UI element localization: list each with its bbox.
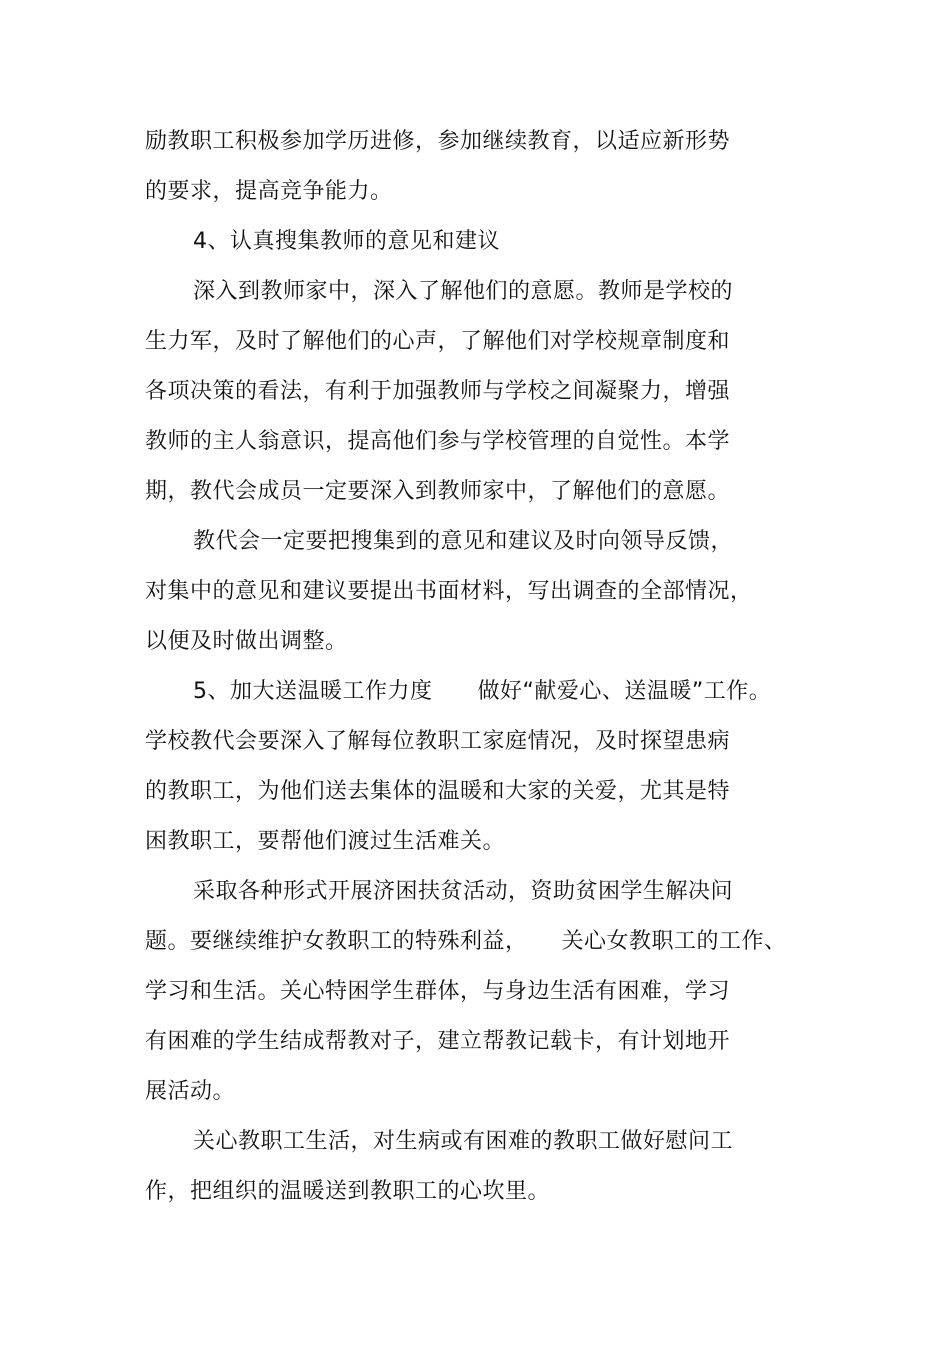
text-line: 教代会一定要把搜集到的意见和建议及时向领导反馈，	[193, 529, 734, 554]
text-line: 各项决策的看法，有利于加强教师与学校之间凝聚力，增强	[145, 379, 731, 404]
text-line: 题。要继续维护女教职工的特殊利益， 关心女教职工的工作、	[145, 929, 787, 954]
text-line: 有困难的学生结成帮教对子，建立帮教记载卡，有计划地开	[145, 1029, 731, 1054]
text-line: 对集中的意见和建议要提出书面材料，写出调查的全部情况，	[145, 579, 753, 604]
text-line: 教师的主人翁意识，提高他们参与学校管理的自觉性。本学	[145, 429, 731, 454]
text-line: 以便及时做出调整。	[145, 629, 348, 654]
text-line: 生力军，及时了解他们的心声，了解他们对学校规章制度和	[145, 329, 731, 354]
text-line: 困教职工，要帮他们渡过生活难关。	[145, 829, 506, 854]
text-line: 学习和生活。关心特困学生群体，与身边生活有困难，学习	[145, 979, 731, 1004]
text-line: 学校教代会要深入了解每位教职工家庭情况，及时探望患病	[145, 729, 731, 754]
text-line: 期，教代会成员一定要深入到教师家中，了解他们的意愿。	[145, 479, 731, 504]
section-heading: 4、认真搜集教师的意见和建议	[193, 229, 500, 254]
section-heading: 5、加大送温暖工作力度 做好“献爱心、送温暖”工作。	[193, 679, 772, 704]
text-line: 采取各种形式开展济困扶贫活动，资助贫困学生解决问	[193, 879, 734, 904]
text-line: 励教职工积极参加学历进修，参加继续教育，以适应新形势	[145, 129, 731, 154]
text-line: 深入到教师家中，深入了解他们的意愿。教师是学校的	[193, 279, 734, 304]
text-line: 作，把组织的温暖送到教职工的心坎里。	[145, 1179, 551, 1204]
text-line: 的教职工，为他们送去集体的温暖和大家的关爱，尤其是特	[145, 779, 731, 804]
text-line: 展活动。	[145, 1079, 236, 1104]
text-line: 的要求，提高竞争能力。	[145, 179, 393, 204]
text-line: 关心教职工生活，对生病或有困难的教职工做好慰问工	[193, 1129, 734, 1154]
